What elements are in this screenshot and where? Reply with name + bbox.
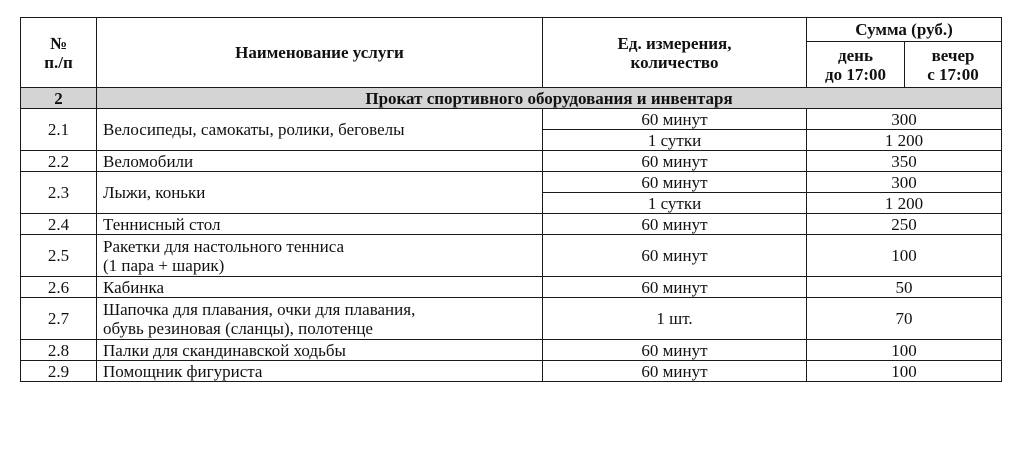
table-row (21, 109, 1002, 130)
header-sum: Сумма (руб.) (807, 18, 1002, 42)
row-service-name: Теннисный стол (97, 214, 543, 235)
section-row (21, 88, 1002, 109)
row-num: 2.8 (21, 340, 97, 361)
table-row (21, 361, 1002, 382)
row-service-name: Помощник фигуриста (97, 361, 543, 382)
row-service-name: Ракетки для настольного тенниса (1 пара + шарик) (97, 235, 543, 277)
row-num: 2.6 (21, 277, 97, 298)
row-unit: 1 шт. (543, 298, 807, 340)
header-day: день до 17:00 (807, 42, 905, 88)
row-price: 70 (807, 298, 1002, 340)
row-num: 2.5 (21, 235, 97, 277)
row-num: 2.3 (21, 172, 97, 214)
row-unit: 60 минут (543, 235, 807, 277)
row-num: 2.7 (21, 298, 97, 340)
header-unit: Ед. измерения, количество (543, 18, 807, 88)
row-num: 2.9 (21, 361, 97, 382)
table-row (21, 340, 1002, 361)
row-unit: 60 минут (543, 277, 807, 298)
row-unit: 60 минут (543, 361, 807, 382)
section-num: 2 (21, 88, 97, 109)
row-unit: 1 сутки (543, 193, 807, 214)
row-service-name: Кабинка (97, 277, 543, 298)
row-unit: 60 минут (543, 109, 807, 130)
table-row (21, 235, 1002, 277)
table-row (21, 214, 1002, 235)
table-row (21, 298, 1002, 340)
row-unit: 60 минут (543, 172, 807, 193)
row-num: 2.1 (21, 109, 97, 151)
row-unit: 60 минут (543, 151, 807, 172)
price-table (20, 17, 1002, 382)
row-price: 300 (807, 172, 1002, 193)
row-num: 2.2 (21, 151, 97, 172)
table-row (21, 151, 1002, 172)
row-price: 300 (807, 109, 1002, 130)
row-unit: 1 сутки (543, 130, 807, 151)
row-num: 2.4 (21, 214, 97, 235)
section-title: Прокат спортивного оборудования и инвентаря (97, 88, 1002, 109)
table-row (21, 172, 1002, 193)
header-row (21, 18, 1002, 42)
row-service-name: Палки для скандинавской ходьбы (97, 340, 543, 361)
row-price: 50 (807, 277, 1002, 298)
row-price: 350 (807, 151, 1002, 172)
row-unit: 60 минут (543, 214, 807, 235)
row-price: 1 200 (807, 130, 1002, 151)
row-price: 100 (807, 235, 1002, 277)
row-service-name: Шапочка для плавания, очки для плавания, обувь резиновая (сланцы), полотенце (97, 298, 543, 340)
row-unit: 60 минут (543, 340, 807, 361)
table-row (21, 277, 1002, 298)
row-price: 100 (807, 340, 1002, 361)
header-service-name: Наименование услуги (97, 18, 543, 88)
row-price: 250 (807, 214, 1002, 235)
header-evening: вечер с 17:00 (905, 42, 1002, 88)
row-service-name: Лыжи, коньки (97, 172, 543, 214)
header-num: № п./п (21, 18, 97, 88)
row-price: 100 (807, 361, 1002, 382)
row-price: 1 200 (807, 193, 1002, 214)
row-service-name: Велосипеды, самокаты, ролики, беговелы (97, 109, 543, 151)
row-service-name: Веломобили (97, 151, 543, 172)
